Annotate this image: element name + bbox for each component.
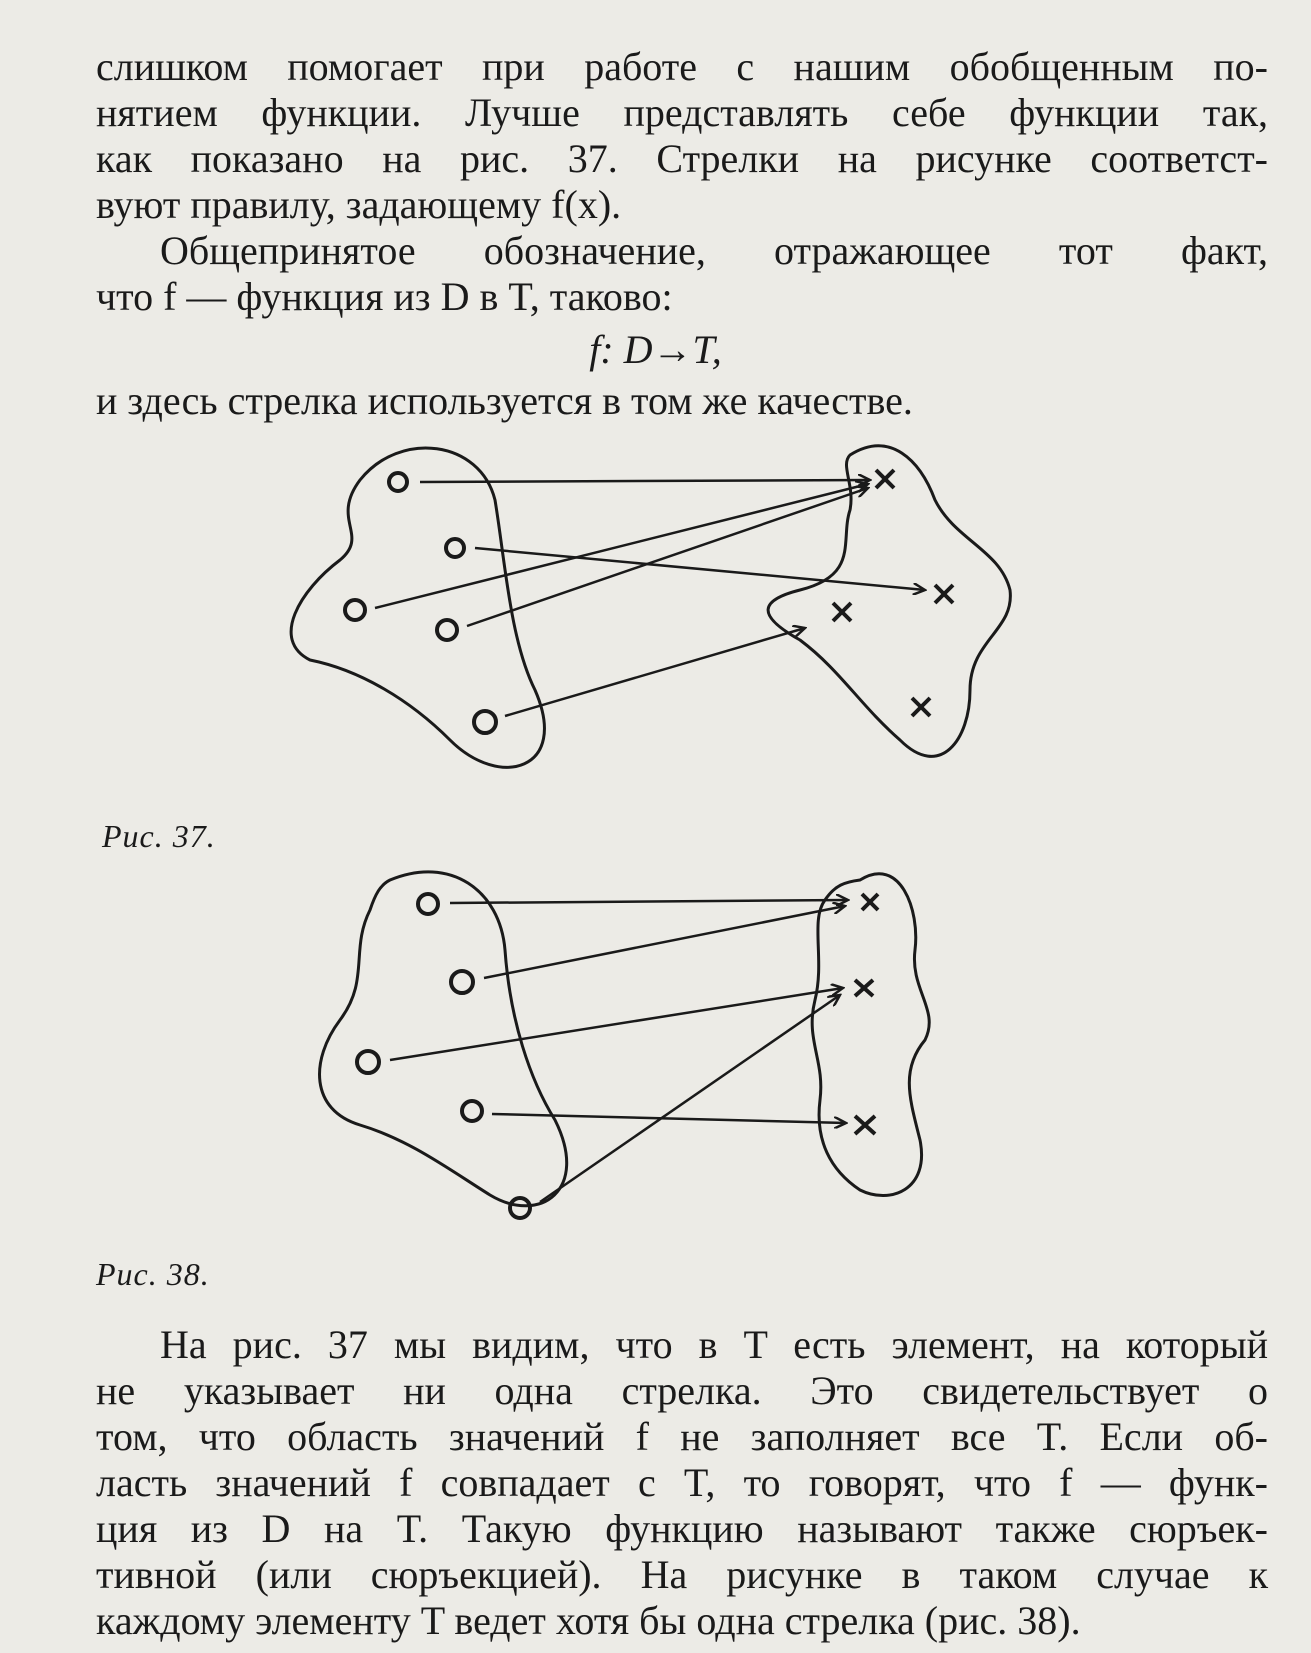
text-line: как показано на рис. 37. Стрелки на рисунке соответст- [96, 136, 1268, 181]
conclusion-paragraph [96, 1322, 1268, 1644]
domain-element [462, 1101, 482, 1121]
text-line: каждому элементу T ведет хотя бы одна стрелка (рис. 38). [96, 1598, 1081, 1643]
figure-38-drawing [300, 870, 980, 1250]
domain-element [451, 971, 473, 993]
mapping-arrow [540, 995, 840, 1202]
set-d-outline [291, 448, 544, 767]
mapping-arrow [475, 548, 925, 590]
codomain-element [912, 698, 930, 716]
domain-element [418, 894, 438, 914]
mapping-arrow [467, 488, 868, 626]
notation-paragraph [96, 228, 1268, 320]
figure-38 [300, 870, 980, 1250]
figure-38-caption: Рис. 38. [96, 1256, 210, 1292]
text-line: Общепринятое обозначение, отражающее тот факт, [160, 228, 1268, 273]
text-line: тивной (или сюръекцией). На рисунке в таком случае к [96, 1552, 1268, 1597]
text-line: ция из D на T. Такую функцию называют также сюръек- [96, 1506, 1268, 1551]
domain-element [345, 600, 365, 620]
domain-element [510, 1198, 530, 1218]
text-line: На рис. 37 мы видим, что в T есть элемент, на который [160, 1322, 1268, 1367]
figure-37-drawing [280, 440, 1080, 820]
codomain-element [833, 603, 851, 621]
intro-paragraph [96, 44, 1268, 228]
domain-element [389, 473, 407, 491]
codomain-element [855, 1116, 875, 1134]
text-line: ласть значений f совпадает с T, то говорят, что f — функ- [96, 1460, 1268, 1505]
mapping-arrow [484, 906, 845, 978]
text-line: том, что область значений f не заполняет все T. Если об- [96, 1414, 1268, 1459]
text-line: что f — функция из D в T, таково: [96, 274, 673, 319]
text-line: вуют правилу, задающему f(x). [96, 182, 622, 227]
set-t-outline [768, 446, 1010, 756]
figure-37 [280, 440, 1080, 820]
text-line: слишком помогает при работе с нашим обобщенным по- [96, 44, 1268, 89]
domain-element [446, 539, 464, 557]
text-line: нятием функции. Лучше представлять себе функции так, [96, 90, 1268, 135]
notation-after [96, 378, 1268, 424]
codomain-element [862, 894, 878, 910]
figure-37-caption: Рис. 37. [102, 818, 216, 854]
text-line: и здесь стрелка используется в том же качестве. [96, 378, 913, 423]
domain-element [437, 620, 457, 640]
codomain-element [855, 980, 873, 996]
formula: f: D→T, [589, 327, 722, 372]
mapping-arrow [450, 900, 848, 903]
mapping-arrow [375, 484, 868, 608]
domain-element [474, 711, 496, 733]
mapping-arrow [492, 1114, 846, 1123]
codomain-element [935, 585, 953, 603]
codomain-element [876, 470, 894, 488]
mapping-arrow [390, 988, 843, 1060]
text-line: не указывает ни одна стрелка. Это свидетельствует о [96, 1368, 1268, 1413]
set-t-outline [812, 874, 929, 1196]
mapping-arrow [505, 628, 805, 716]
domain-element [357, 1051, 379, 1073]
